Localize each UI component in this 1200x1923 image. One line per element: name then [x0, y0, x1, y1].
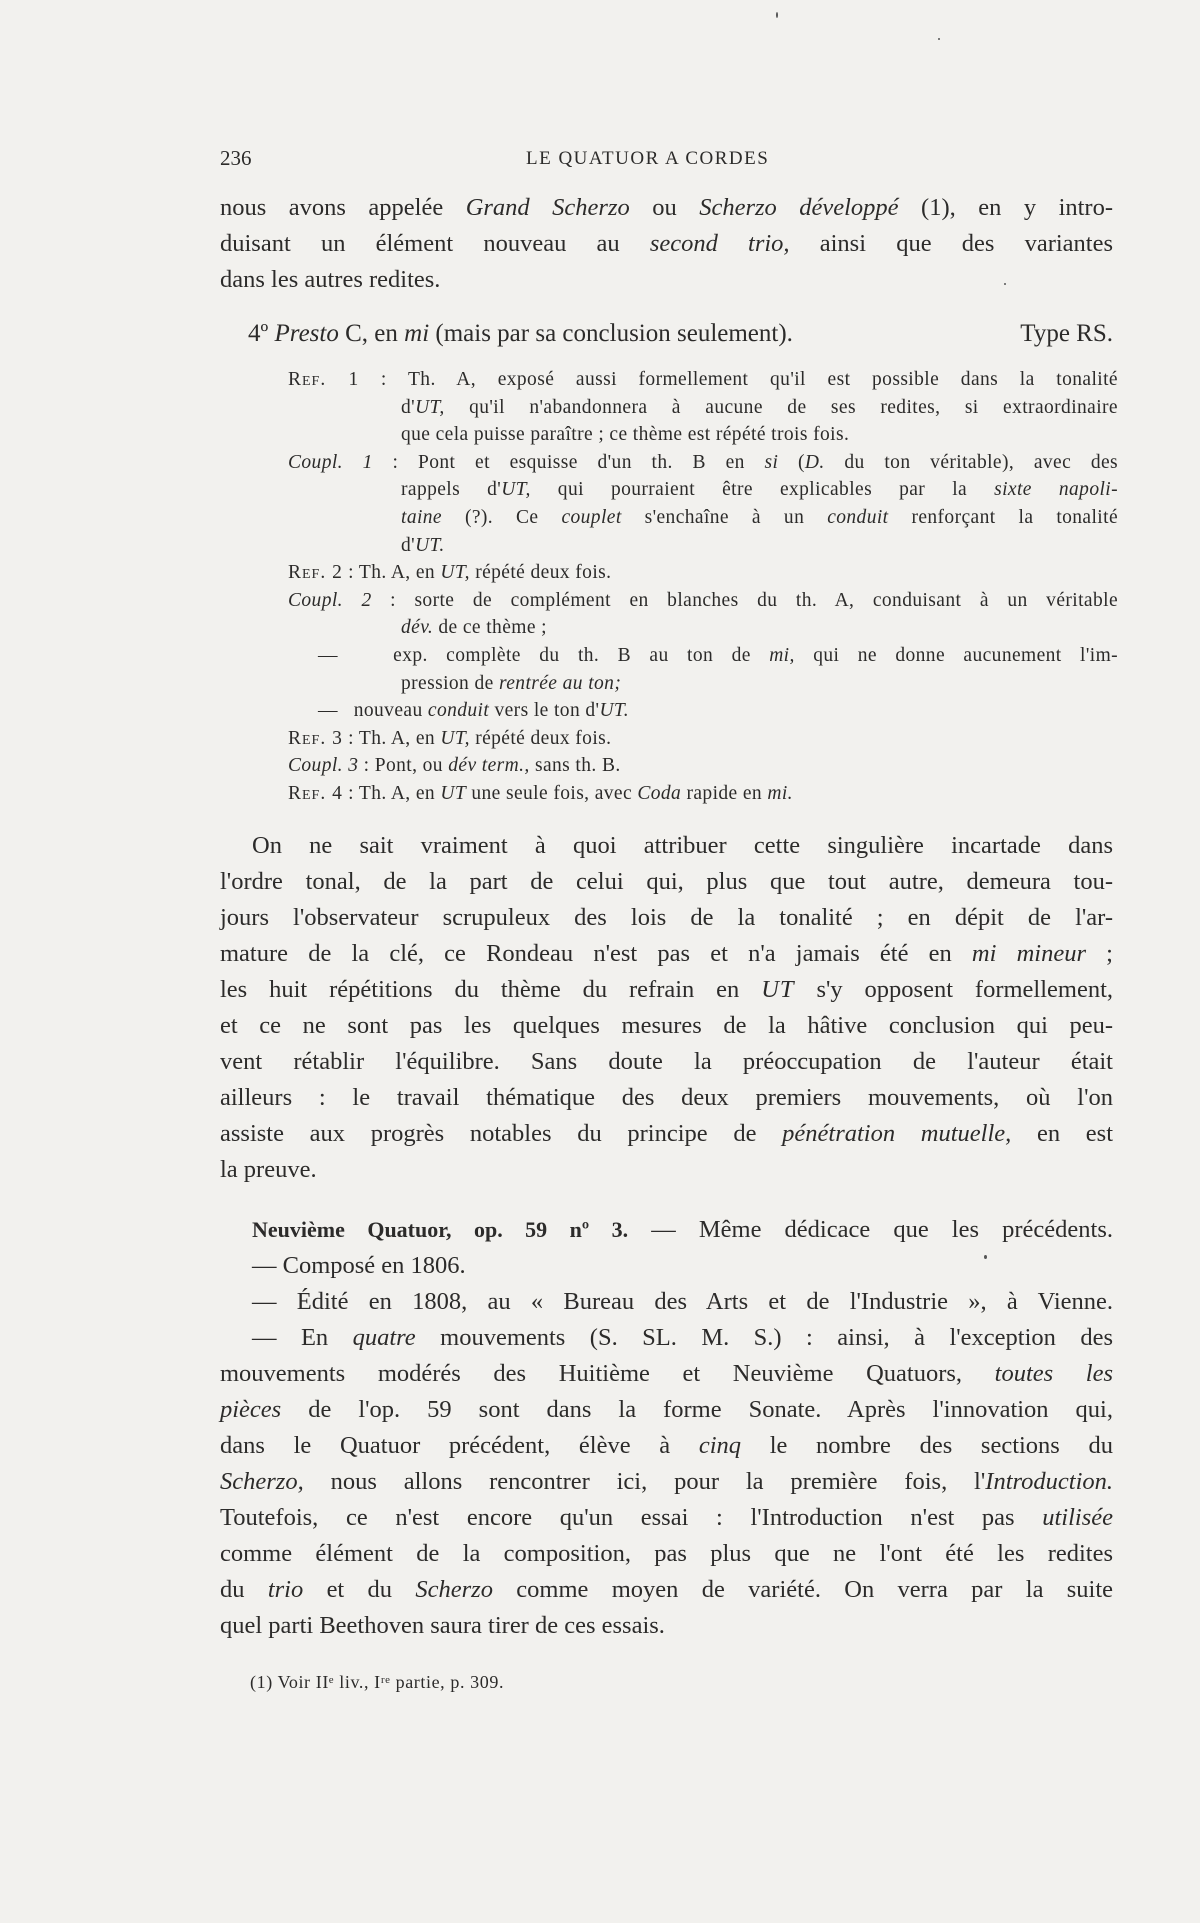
key-name: UT.	[415, 534, 445, 556]
analysis-line	[288, 614, 1118, 642]
text-run: Toutefois, ce n'est encore qu'un essai : l'Introduction n'est pas	[220, 1504, 1015, 1531]
text-run: : Pont et esquisse d'un th. B en	[392, 451, 745, 473]
text-run: — En	[252, 1324, 329, 1351]
text-run: mouvements modérés des Huitième et Neuvième Quatuors,	[220, 1360, 963, 1387]
text-run: de ce thème ;	[438, 617, 547, 639]
text-line	[220, 226, 1113, 262]
analysis-line	[288, 559, 1118, 587]
text-line	[220, 1464, 1113, 1500]
text-run: exp. complète du th. B au ton de	[393, 644, 751, 666]
text-run: (?). Ce	[464, 506, 539, 528]
text-run: renforçant la tonalité	[911, 506, 1118, 528]
text-line	[220, 936, 1113, 972]
text-run: pression de	[401, 672, 494, 694]
text-run: rappels d'	[401, 479, 502, 501]
text-run: les huit répétitions du thème du refrain en	[220, 976, 740, 1003]
key-name: mi,	[769, 644, 795, 666]
italic-run: Coda	[637, 782, 682, 804]
key-name: UT,	[440, 727, 470, 749]
analysis-ref-2	[288, 559, 1118, 587]
italic-run: rentrée au ton;	[498, 672, 622, 694]
tempo-marking: Presto	[274, 320, 339, 347]
text-run: mature de la clé, ce Rondeau n'est pas et n'a jamais été en	[220, 940, 952, 967]
text-run: rapide en	[686, 782, 763, 804]
running-title: LE QUATUOR A CORDES	[526, 148, 770, 169]
analysis-couplet-3	[288, 752, 1118, 780]
key-name: UT	[440, 782, 467, 804]
text-line: On ne sait vraiment à quoi attribuer cette singulière incartade dans	[252, 832, 1113, 859]
section-label: Ref. 3	[288, 727, 343, 749]
text-line: — Édité en 1808, au « Bureau des Arts et de l'Industrie », à Vienne.	[252, 1288, 1113, 1315]
text-run: : Th. A, en	[348, 562, 436, 584]
italic-run: conduit	[427, 700, 490, 722]
text-run: : Pont, ou	[363, 755, 443, 777]
section-label: Ref. 2	[288, 562, 343, 584]
text-line: la preuve.	[220, 1156, 317, 1183]
analysis-dash-1	[288, 642, 1118, 697]
footnote: (1) Voir IIᵉ liv., Iʳᵉ partie, p. 309.	[250, 1672, 505, 1692]
text-line	[220, 1500, 1113, 1536]
text-run: le nombre des sections du	[769, 1432, 1114, 1459]
analysis-couplet-2	[288, 587, 1118, 642]
text-run: : Th. A, exposé aussi formellement qu'il est possible dans la tonalité	[380, 369, 1118, 390]
italic-run: Scherzo,	[220, 1468, 304, 1495]
key-name: UT.	[599, 700, 629, 722]
text-line	[220, 190, 1113, 226]
text-line	[220, 1392, 1113, 1428]
text-run: (	[798, 451, 805, 473]
text-run: d'	[401, 534, 416, 556]
analysis-line	[288, 587, 1118, 615]
italic-run: quatre	[352, 1324, 416, 1351]
italic-run: utilisée	[1042, 1504, 1113, 1531]
text-run: et du	[326, 1576, 393, 1603]
analysis-line	[288, 504, 1118, 532]
key-name: UT,	[415, 396, 445, 418]
italic-run: sixte napoli-	[994, 479, 1118, 501]
text-run: assiste aux progrès notables du principe de	[220, 1120, 757, 1147]
text-run: mouvements (S. SL. M. S.) : ainsi, à l'exception des	[440, 1324, 1114, 1351]
text-run: — Même dédicace que les précédents.	[651, 1216, 1113, 1243]
text-run: s'y opposent formellement,	[816, 976, 1114, 1003]
text-line	[220, 1356, 1113, 1392]
italic-run: couplet	[561, 506, 622, 528]
form-type: Type RS.	[1020, 320, 1113, 347]
section-label: Ref. 4	[288, 782, 343, 804]
text-line	[220, 1572, 1113, 1608]
analysis-line	[288, 780, 1118, 808]
text-run: répété deux fois.	[475, 562, 612, 584]
text-run: sans th. B.	[534, 755, 621, 777]
section-label: Coupl. 2	[288, 589, 372, 611]
text-run: qu'il n'abandonnera à aucune de ses redites, si extraordinaire	[469, 396, 1118, 418]
text-run: dans le Quatuor précédent, élève à	[220, 1432, 671, 1459]
italic-run: conduit	[827, 506, 889, 528]
text-line: dans les autres redites.	[220, 266, 441, 293]
analysis-couplet-1	[288, 449, 1118, 559]
italic-run: taine	[401, 506, 442, 528]
text-run: du ton véritable), avec des	[844, 451, 1119, 473]
section-heading: Neuvième Quatuor, op. 59 nº 3.	[252, 1217, 629, 1242]
page-header	[220, 146, 1120, 172]
text-run: : sorte de complément en blanches du th. A, conduisant à un véritable	[390, 589, 1118, 611]
page-speck	[776, 12, 778, 18]
movement-title	[248, 320, 793, 348]
text-run: qui ne donne aucunement l'im-	[813, 644, 1119, 666]
text-run: : Th. A, en	[348, 727, 436, 749]
analysis-line	[288, 449, 1118, 477]
analysis-ref-1	[288, 366, 1118, 449]
text-run: en est	[1036, 1120, 1114, 1147]
text-run: ou	[652, 194, 677, 221]
text-line	[220, 1320, 1113, 1356]
text-run: nouveau	[353, 700, 423, 722]
paragraph-tonal-incartade	[220, 828, 1113, 1188]
text-line: l'ordre tonal, de la part de celui qui, plus que tout autre, demeura tou-	[220, 868, 1113, 895]
italic-run: Scherzo	[415, 1576, 493, 1603]
text-run: ;	[1106, 940, 1113, 967]
italic-run: toutes les	[994, 1360, 1113, 1387]
footnote-ref-text[interactable]: (1), en y intro-	[921, 194, 1113, 221]
italic-run: Scherzo développé	[699, 194, 899, 221]
paragraph-scherzo-intro	[220, 190, 1113, 298]
text-run: : Th. A, en	[348, 782, 436, 804]
text-run: C, en	[345, 320, 398, 347]
key-name: UT,	[501, 479, 531, 501]
analysis-line	[288, 725, 1118, 753]
page-speck	[938, 38, 940, 40]
text-line	[220, 1116, 1113, 1152]
text-line	[220, 1212, 1113, 1248]
analysis-line	[288, 670, 1118, 698]
italic-run: dév term.,	[448, 755, 530, 777]
text-line	[220, 1428, 1113, 1464]
analysis-dash-2	[288, 697, 1118, 725]
italic-run: Grand Scherzo	[465, 194, 630, 221]
analysis-line	[288, 642, 1118, 670]
text-run: (mais par sa conclusion seulement).	[435, 320, 793, 347]
section-label: Ref. 1	[288, 369, 360, 390]
key-name: mi	[404, 320, 430, 347]
form-analysis	[288, 366, 1118, 808]
text-run: répété deux fois.	[475, 727, 612, 749]
italic-run: trio	[267, 1576, 304, 1603]
section-ninth-quartet	[220, 1212, 1113, 1644]
text-run: nous allons rencontrer ici, pour la première fois, l'	[330, 1468, 986, 1495]
text-line: — Composé en 1806.	[252, 1252, 466, 1279]
key-name: mi mineur	[971, 940, 1086, 967]
analysis-line	[288, 532, 1118, 560]
text-run: une seule fois, avec	[471, 782, 633, 804]
text-run: du	[220, 1576, 245, 1603]
section-label: Coupl. 1	[288, 451, 373, 473]
text-run: de l'op. 59 sont dans la forme Sonate. Après l'innovation qui,	[308, 1396, 1113, 1423]
text-run: d'	[401, 396, 416, 418]
text-line: vent rétablir l'équilibre. Sans doute la préoccupation de l'auteur était	[220, 1048, 1113, 1075]
text-run: qui pourraient être explicables par la	[557, 479, 968, 501]
italic-run: dév.	[401, 617, 434, 639]
italic-run: pièces	[220, 1396, 282, 1423]
italic-run: D.	[804, 451, 825, 473]
key-name: si	[764, 451, 779, 473]
key-name: UT,	[440, 562, 470, 584]
text-run: duisant un élément nouveau au	[220, 230, 620, 257]
dash: —	[318, 644, 338, 666]
page-number: 236	[220, 146, 252, 170]
analysis-ref-3	[288, 725, 1118, 753]
key-name: mi.	[767, 782, 793, 804]
section-label: Coupl. 3	[288, 755, 359, 777]
analysis-line	[288, 697, 1118, 725]
text-line: ailleurs : le travail thématique des deux premiers mouvements, où l'on	[220, 1084, 1113, 1111]
analysis-line	[288, 366, 1118, 394]
text-run: vers le ton d'	[494, 700, 600, 722]
text-run: ainsi que des variantes	[819, 230, 1114, 257]
text-line: comme élément de la composition, pas plus que ne l'ont été les redites	[220, 1540, 1113, 1567]
text-line: jours l'observateur scrupuleux des lois de la tonalité ; en dépit de l'ar-	[220, 904, 1113, 931]
italic-run: Introduction.	[985, 1468, 1114, 1495]
text-line	[220, 972, 1113, 1008]
text-run: comme moyen de variété. On verra par la suite	[516, 1576, 1114, 1603]
analysis-line	[288, 752, 1118, 780]
analysis-line	[288, 476, 1118, 504]
movement-number: 4º	[248, 320, 269, 347]
text-run: s'enchaîne à un	[644, 506, 805, 528]
italic-run: pénétration mutuelle,	[782, 1120, 1012, 1147]
text-line: et ce ne sont pas les quelques mesures de la hâtive conclusion qui peu-	[220, 1012, 1113, 1039]
text-line: quel parti Beethoven saura tirer de ces essais.	[220, 1612, 665, 1639]
italic-run: second trio,	[649, 230, 790, 257]
analysis-line	[288, 394, 1118, 422]
dash: —	[318, 700, 338, 722]
text-run: nous avons appelée	[220, 194, 444, 221]
analysis-line: que cela puisse paraître ; ce thème est répété trois fois.	[401, 424, 850, 446]
key-name: UT	[761, 976, 795, 1003]
analysis-ref-4	[288, 780, 1118, 808]
italic-run: cinq	[698, 1432, 742, 1459]
